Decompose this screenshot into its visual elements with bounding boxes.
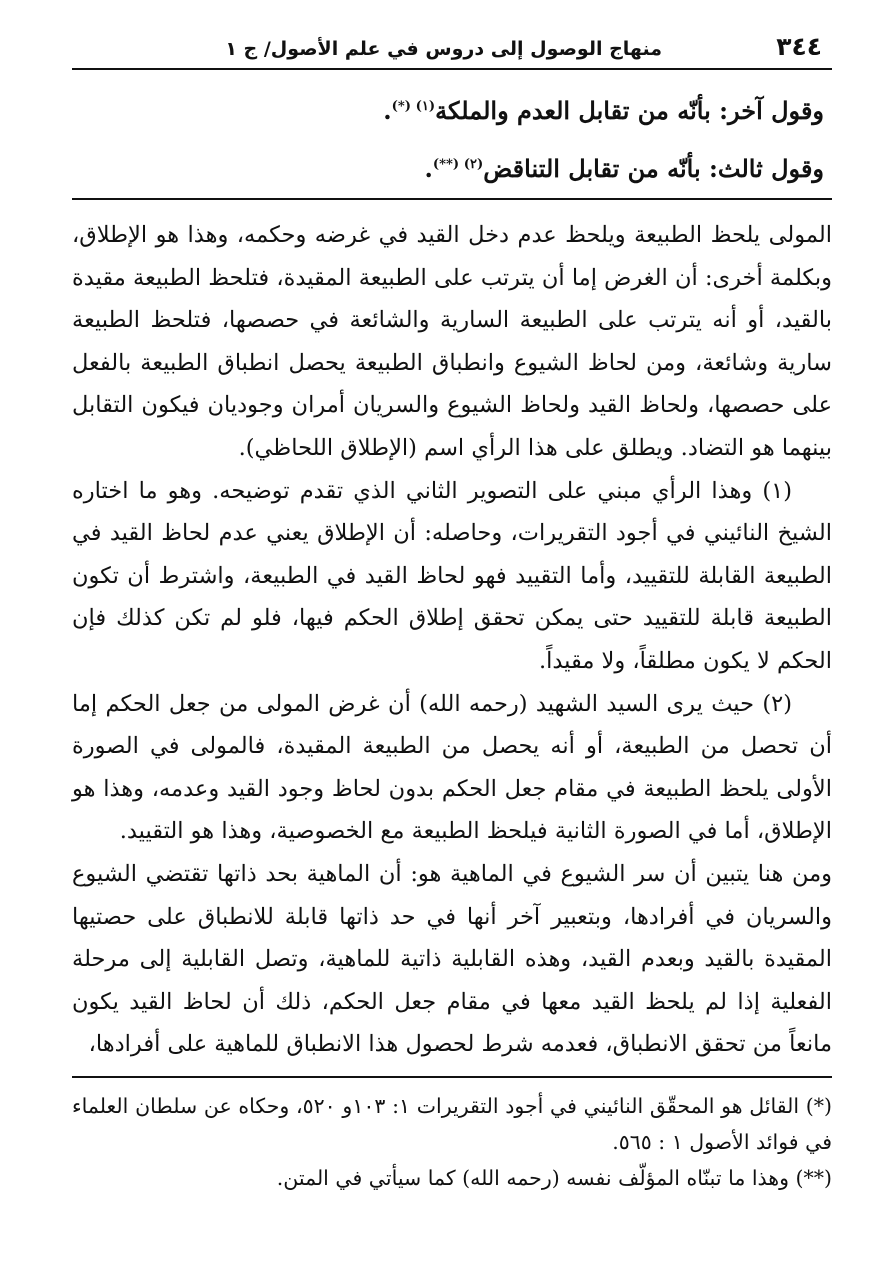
body-paragraph: (١) وهذا الرأي مبني على التصوير الثاني الذي تقدم توضيحه. وهو ما اختاره الشيخ النائيني في أجود التقريرات، وحاصله: أن الإطلاق يعني عدم لحاظ القيد في الطبيعة القابلة للتقييد، وأما التقييد فهو لحاظ القيد في الطبيعة، واشترط أن تكون الطبيعة قابلة للتقييد حتى يمكن تحقق إطلاق الحكم فيها، فلو لم تكن كذلك فإن الحكم لا يكون مطلقاً، ولا مقيداً. bbox=[72, 477, 832, 674]
opinion-lead: وقول ثالث: bbox=[709, 154, 824, 183]
commentary-text bbox=[72, 200, 832, 1066]
running-title: منهاج الوصول إلى دروس في علم الأصول/ ج ١ bbox=[225, 38, 662, 60]
footnote: (**) وهذا ما تبنّاه المؤلّف نفسه (رحمه الله) كما سيأتي في المتن. bbox=[276, 1165, 832, 1190]
footnotes bbox=[72, 1078, 832, 1196]
opinion-lead: وقول آخر: bbox=[719, 96, 824, 125]
footnote: (*) القائل هو المحقّق النائيني في أجود التقريرات ١: ١٠٣و ٥٢٠، وحكاه عن سلطان العلماء في فوائد الأصول ١ : ٥٦٥. bbox=[72, 1093, 832, 1154]
body-paragraph: ومن هنا يتبين أن سر الشيوع في الماهية هو: أن الماهية بحد ذاتها تقتضي الشيوع والسريان في أفرادها، وبتعبير آخر أنها في حد ذاتها قابلة للانطباق على حصتيها المقيدة بالقيد وبعدم القيد، وهذه القابلية ذاتية للماهية، وتصل القابلية إلى مرحلة الفعلية إذا لم يلحظ القيد معها في مقام جعل الحكم، ذلك أن لحاظ القيد يكون مانعاً من تحقق الانطباق، فعدمه شرط لحصول هذا الانطباق للماهية على أفرادها، bbox=[72, 860, 832, 1058]
opinion-text: بأنّه من تقابل العدم والملكة bbox=[435, 96, 711, 125]
footnote-reference: (١) (*) bbox=[391, 99, 436, 114]
opinion-line bbox=[72, 82, 824, 140]
opinion-end: . bbox=[424, 154, 433, 183]
opinion-line bbox=[72, 140, 824, 198]
opinion-text: بأنّه من تقابل التناقض bbox=[483, 154, 701, 183]
page-number: ٣٤٤ bbox=[776, 32, 822, 61]
body-paragraph: (٢) حيث يرى السيد الشهيد (رحمه الله) أن غرض المولى من جعل الحكم إما أن تحصل من الطبيعة، أو أنه يحصل من الطبيعة المقيدة، فالمولى في الصورة الأولى يلحظ الطبيعة في مقام جعل الحكم بدون لحاظ وجود القيد وعدمه، وهذا هو الإطلاق، أما في الصورة الثانية فيلحظ الطبيعة مع الخصوصية، وهذا هو التقييد. bbox=[72, 690, 832, 845]
book-page bbox=[72, 28, 832, 1196]
footnote-reference: (٢) (**) bbox=[432, 157, 484, 172]
opinions-block bbox=[72, 70, 832, 198]
opinion-end: . bbox=[383, 96, 392, 125]
running-header bbox=[72, 28, 832, 70]
body-paragraph: المولى يلحظ الطبيعة ويلحظ عدم دخل القيد في غرضه وحكمه، وهذا هو الإطلاق، وبكلمة أخرى: أن الغرض إما أن يترتب على الطبيعة المقيدة، فتلحظ الطبيعة مقيدة بالقيد، أو أنه يترتب على الطبيعة السارية والشائعة في حصصها، فتلحظ الطبيعة سارية وشائعة، ومن لحاظ الشيوع وانطباق الطبيعة يحصل انطباق الطبيعة بالفعل على حصصها، ولحاظ القيد ولحاظ الشيوع والسريان أمران وجوديان فيكون التقابل بينهما هو التضاد. ويطلق على هذا الرأي اسم (الإطلاق اللحاظي). bbox=[72, 222, 832, 461]
